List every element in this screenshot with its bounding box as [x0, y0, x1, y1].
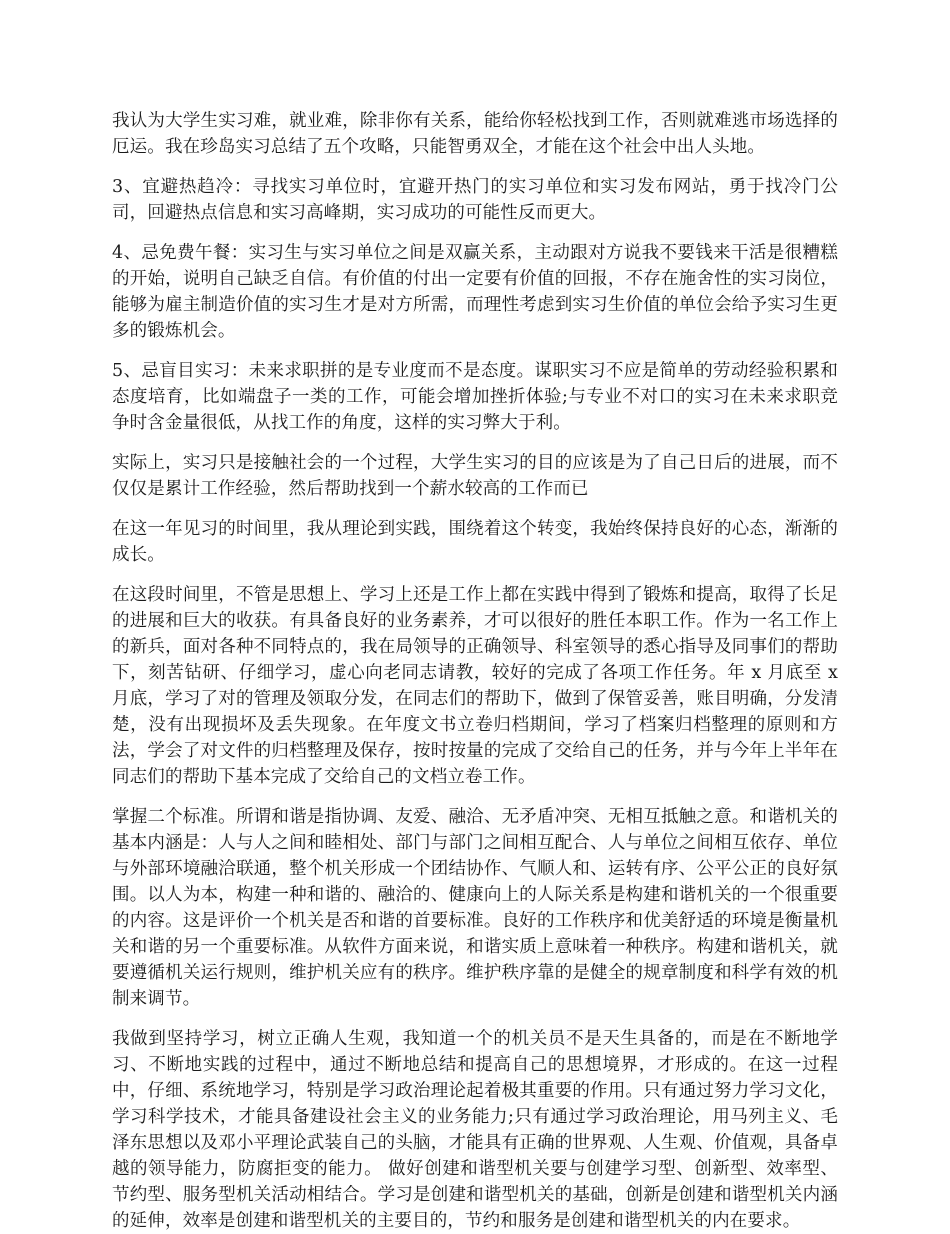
- paragraph-tip-5: 5、忌盲目实习：未来求职拼的是专业度而不是态度。谋职实习不应是简单的劳动经验积累和态度培育，比如端盘子一类的工作，可能会增加挫折体验;与专业不对口的实习在未来求职竞争时含金量很低，从找工作的角度，这样的实习弊大于利。: [112, 361, 838, 433]
- paragraph-year-review: 在这一年见习的时间里，我从理论到实践，围绕着这个转变，我始终保持良好的心态，渐渐的成长。: [112, 519, 838, 565]
- paragraph-internship-purpose: 实际上，实习只是接触社会的一个过程，大学生实习的目的应该是为了自己日后的进展，而不仅仅是累计工作经验，然后帮助找到一个薪水较高的工作而已: [112, 453, 838, 499]
- paragraph-intro: 我认为大学生实习难，就业难，除非你有关系，能给你轻松找到工作，否则就难逃市场选择的厄运。我在珍岛实习总结了五个攻略，只能智勇双全，才能在这个社会中出人头地。: [112, 111, 838, 157]
- paragraph-study-commitment: 我做到坚持学习，树立正确人生观，我知道一个的机关员不是天生具备的，而是在不断地学习、不断地实践的过程中，通过不断地总结和提高自己的思想境界，才形成的。在这一过程中，仔细、系统地学习，特别是学习政治理论起着极其重要的作用。只有通过努力学习文化，学习科学技术，才能具备建设社会主义的业务能力;只有通过学习政治理论，用马列主义、毛泽东思想以及邓小平理论武装自己的头脑，才能具有正确的世界观、人生观、价值观，具备卓越的领导能力，防腐拒变的能力。 做好创建和谐型机关要与创建学习型、创新型、效率型、节约型、服务型机关活动相结合。学习是创建和谐型机关的基础，创新是创建和谐型机关内涵的延伸，效率是创建和谐型机关的主要目的，节约和服务是创建和谐型机关的内在要求。: [112, 1029, 838, 1231]
- paragraph-tip-4: 4、忌免费午餐：实习生与实习单位之间是双赢关系，主动跟对方说我不要钱来干活是很糟糕的开始，说明自己缺乏自信。有价值的付出一定要有价值的回报，不存在施舍性的实习岗位，能够为雇主制造价值的实习生才是对方所需，而理性考虑到实习生价值的单位会给予实习生更多的锻炼机会。: [112, 243, 838, 341]
- paragraph-harmony-standards: 掌握二个标准。所谓和谐是指协调、友爱、融洽、无矛盾冲突、无相互抵触之意。和谐机关的基本内涵是：人与人之间和睦相处、部门与部门之间相互配合、人与单位之间相互依存、单位与外部环境融洽联通，整个机关形成一个团结协作、气顺人和、运转有序、公平公正的良好氛围。以人为本，构建一种和谐的、融洽的、健康向上的人际关系是构建和谐机关的一个很重要的内容。这是评价一个机关是否和谐的首要标准。良好的工作秩序和优美舒适的环境是衡量机关和谐的另一个重要标准。从软件方面来说，和谐实质上意味着一种秩序。构建和谐机关，就要遵循机关运行规则，维护机关应有的秩序。维护秩序靠的是健全的规章制度和科学有效的机制来调节。: [112, 807, 838, 1009]
- paragraph-work-progress: 在这段时间里，不管是思想上、学习上还是工作上都在实践中得到了锻炼和提高，取得了长足的进展和巨大的收获。有具备良好的业务素养，才可以很好的胜任本职工作。作为一名工作上的新兵，面对各种不同特点的，我在局领导的正确领导、科室领导的悉心指导及同事们的帮助下，刻苦钻研、仔细学习，虚心向老同志请教，较好的完成了各项工作任务。年 x 月底至 x 月底，学习了对的管理及领取分发，在同志们的帮助下，做到了保管妥善，账目明确，分发清楚，没有出现损坏及丢失现象。在年度文书立卷归档期间，学习了档案归档整理的原则和方法，学会了对文件的归档整理及保存，按时按量的完成了交给自己的任务，并与今年上半年在同志们的帮助下基本完成了交给自己的文档立卷工作。: [112, 585, 838, 787]
- paragraph-tip-3: 3、宜避热趋冷：寻找实习单位时，宜避开热门的实习单位和实习发布网站，勇于找冷门公司，回避热点信息和实习高峰期，实习成功的可能性反而更大。: [112, 177, 838, 223]
